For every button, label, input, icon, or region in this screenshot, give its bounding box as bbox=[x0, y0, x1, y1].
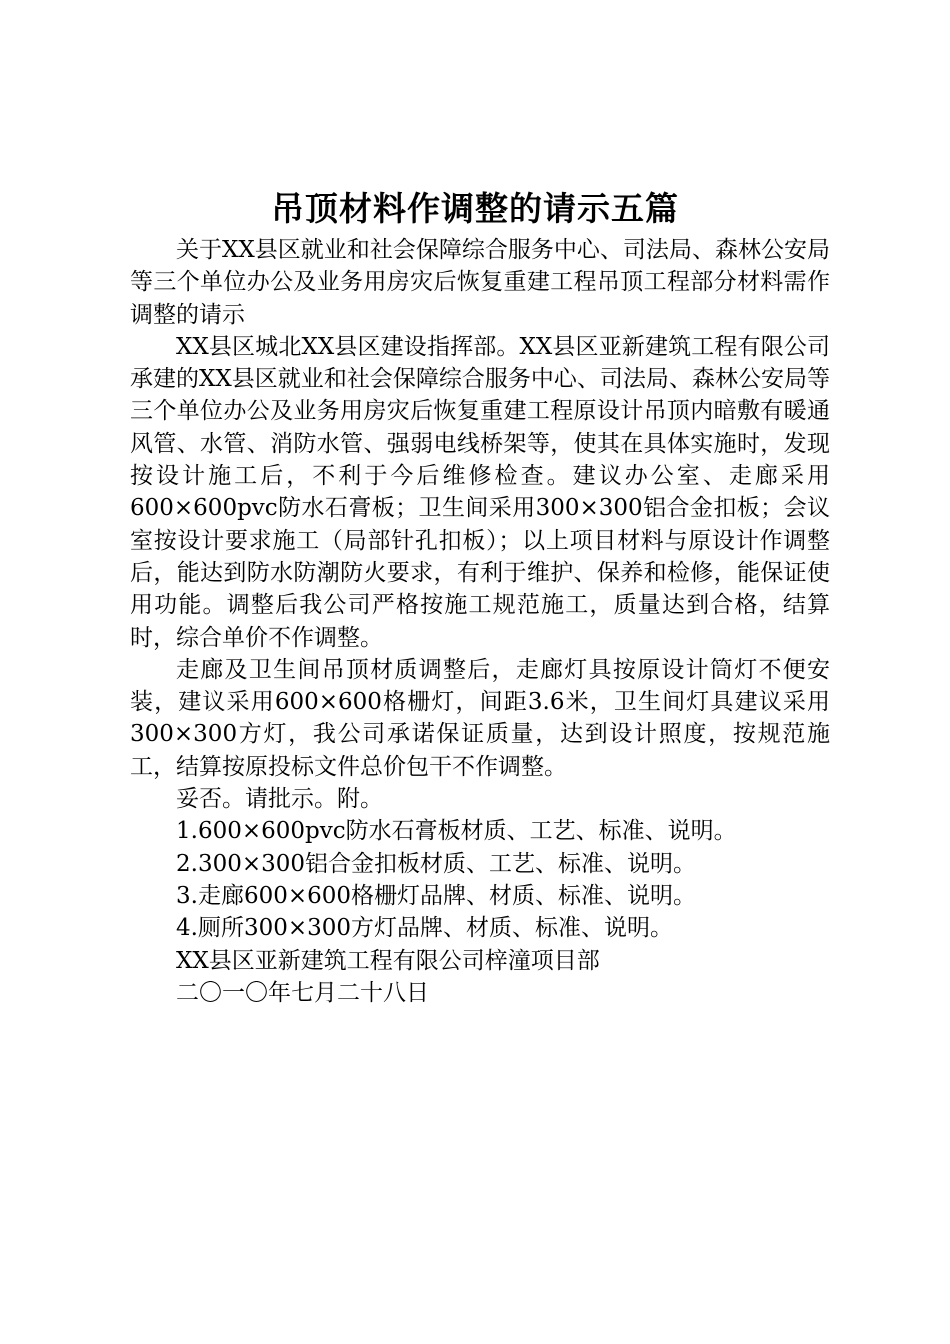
document-body bbox=[130, 234, 830, 1009]
request-subject-paragraph: 关于XX县区就业和社会保障综合服务中心、司法局、森林公安局等三个单位办公及业务用房灾后恢复重建工程吊顶工程部分材料需作调整的请示 bbox=[130, 237, 830, 328]
lighting-paragraph: 走廊及卫生间吊顶材质调整后，走廊灯具按原设计筒灯不便安装，建议采用600×600格栅灯，间距3.6米，卫生间灯具建议采用300×300方灯，我公司承诺保证质量，达到设计照度，按规范施工，结算按原投标文件总价包干不作调整。 bbox=[130, 656, 830, 780]
request-body-paragraph: XX县区城北XX县区建设指挥部。XX县区亚新建筑工程有限公司承建的XX县区就业和社会保障综合服务中心、司法局、森林公安局等三个单位办公及业务用房灾后恢复重建工程原设计吊顶内暗敷有暖通风管、水管、消防水管、强弱电线桥架等，使其在具体实施时，发现按设计施工后，不利于今后维修检查。建议办公室、走廊采用600×600pvc防水石膏板；卫生间采用300×300铝合金扣板；会议室按设计要求施工（局部针孔扣板）；以上项目材料与原设计作调整后，能达到防水防潮防火要求，有利于维护、保养和检修，能保证使用功能。调整后我公司严格按施工规范施工，质量达到合格，结算时，综合单价不作调整。 bbox=[130, 333, 830, 651]
attachment-item-2: 2.300×300铝合金扣板材质、工艺、标准、说明。 bbox=[176, 850, 697, 877]
approval-request-line: 妥否。请批示。附。 bbox=[176, 786, 383, 813]
attachment-item-3: 3.走廊600×600格栅灯品牌、材质、标准、说明。 bbox=[176, 882, 697, 909]
attachment-item-4: 4.厕所300×300方灯品牌、材质、标准、说明。 bbox=[176, 915, 674, 942]
document-date: 二〇一〇年七月二十八日 bbox=[176, 979, 429, 1006]
attachment-item-1: 1.600×600pvc防水石膏板材质、工艺、标准、说明。 bbox=[176, 818, 737, 845]
signatory-company: XX县区亚新建筑工程有限公司梓潼项目部 bbox=[176, 947, 600, 974]
document-title: 吊顶材料作调整的请示五篇 bbox=[271, 189, 679, 228]
